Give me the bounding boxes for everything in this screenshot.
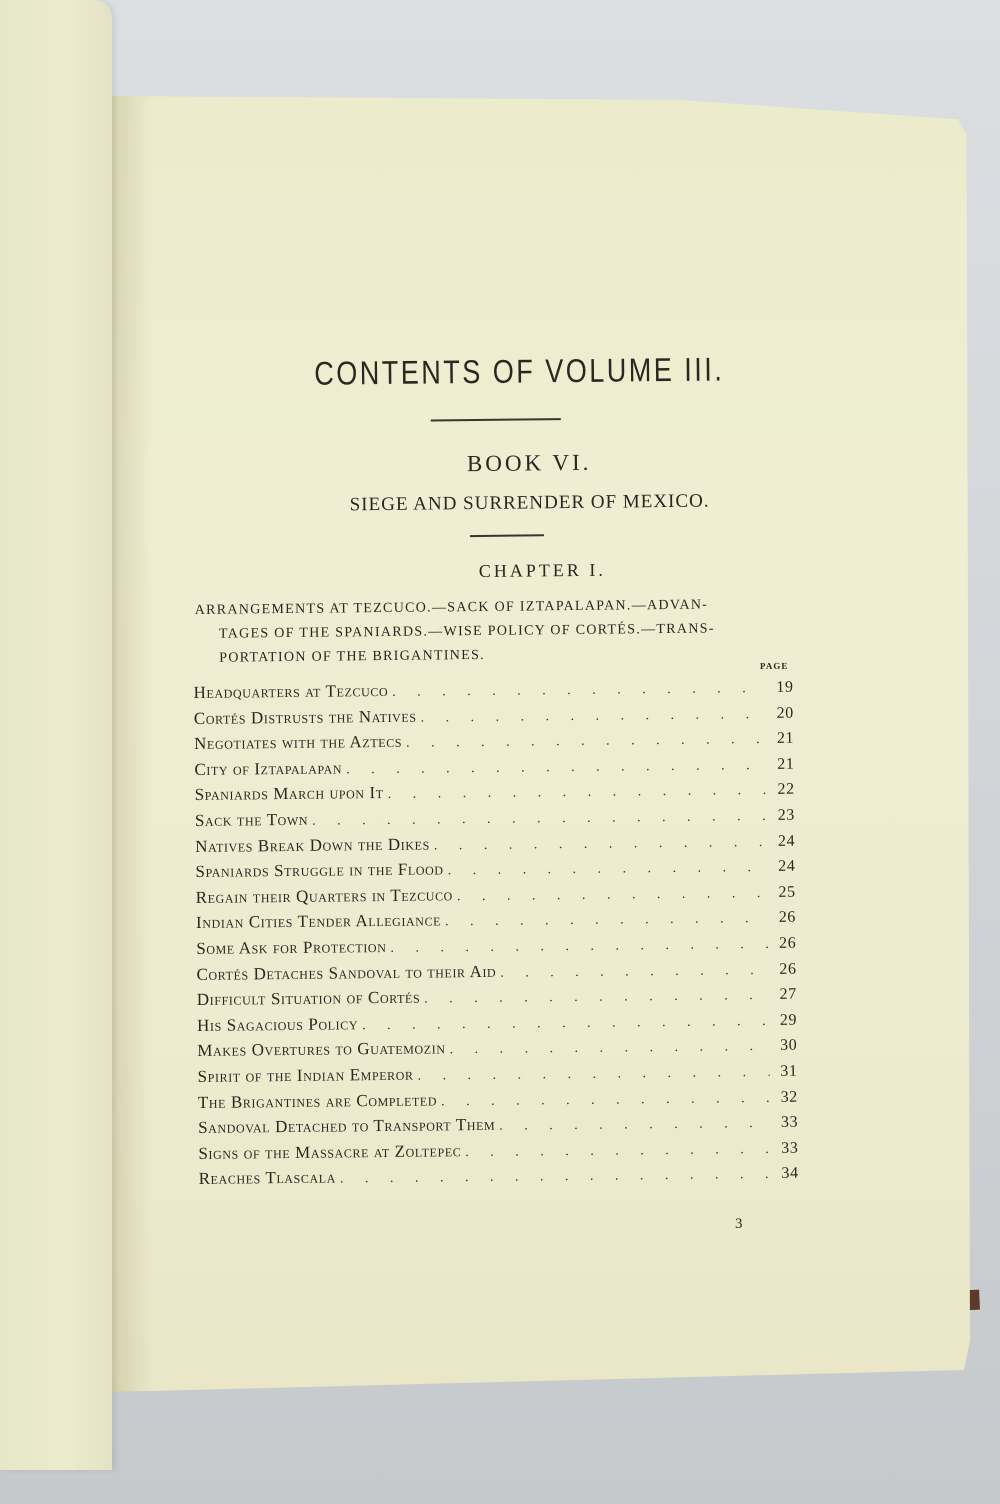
toc-entry-title: Spirit of the Indian Emperor [197,1064,414,1086]
toc-entry-page: 21 [777,755,795,773]
toc-entry-title: Headquarters at Tezcuco [193,680,389,702]
toc-entry-title: Makes Overtures to Guatemozin [197,1038,446,1061]
chapter-heading: CHAPTER I. [478,559,606,581]
toc-entry-title: City of Iztapalapan [194,758,343,779]
leader-dots [340,1167,771,1188]
leader-dots [465,1142,770,1161]
toc-entry-page: 29 [779,1011,798,1029]
toc-entry-page: 21 [776,729,795,748]
toc-entry-page: 33 [780,1113,799,1131]
toc-entry-title: Signs of the Massacre at Zoltepec [198,1140,462,1163]
page-column-label: PAGE [759,660,789,672]
toc-entry-page: 31 [780,1062,798,1080]
leader-dots [448,860,768,879]
toc-entry-page: 30 [780,1036,798,1055]
leader-dots [406,732,766,752]
toc-entry-page: 22 [777,781,795,799]
book-heading: BOOK VI. [466,449,592,477]
toc-entry-title: Reaches Tlascala [198,1167,337,1189]
toc-entry-page: 26 [778,934,797,952]
toc-entry-page: 27 [779,985,797,1003]
toc-entry-title: Natives Break Down the Dikes [195,834,430,856]
page-number: 3 [735,1216,743,1232]
leader-dots [312,809,767,830]
toc-entry-title: Sack the Town [194,809,309,830]
table-of-contents [193,677,798,1195]
leader-dots [441,1090,770,1109]
leader-dots [346,758,766,778]
page-title: CONTENTS OF VOLUME III. [314,350,725,392]
toc-entry-title: Some Ask for Protection [196,936,387,958]
toc-entry-page: 23 [777,806,795,824]
toc-entry-title: Sandoval Detached to Transport Them [198,1114,496,1138]
leader-dots [449,1039,769,1058]
leader-dots [500,963,768,982]
leader-dots [390,937,768,957]
toc-entry-title: Regain their Quarters in Tezcuco [195,885,453,907]
toc-entry-title: Difficult Situation of Cortés [196,987,421,1010]
summary-line: ARRANGEMENTS AT TEZCUCO.—SACK OF IZTAPALAPAN.—ADVAN- [194,597,709,618]
toc-entry-page: 26 [778,909,797,927]
toc-entry-page: 25 [778,883,796,901]
toc-entry-title: The Brigantines are Completed [197,1089,438,1112]
toc-entry-page: 24 [778,857,796,876]
chapter-summary [195,593,794,671]
leader-dots [434,835,768,854]
leader-dots [457,886,768,905]
gutter-shadow [112,96,152,1392]
toc-entry-page: 32 [780,1088,798,1106]
toc-entry-page: 20 [776,704,794,722]
leader-dots [499,1116,770,1135]
contents-page-body [190,343,839,1195]
toc-entry-title: Negotiates with the Aztecs [194,731,403,754]
toc-entry-page: 26 [779,960,797,978]
subtitle-divider [470,534,544,537]
toc-entry-page: 24 [777,832,796,850]
summary-line: TAGES OF THE SPANIARDS.—WISE POLICY OF CORTÉS.—TRANS- [218,621,715,642]
toc-entry-title: Cortés Detaches Sandoval to their Aid [196,961,497,984]
leader-dots [424,988,769,1008]
toc-entry-title: Spaniards March upon It [194,783,384,805]
toc-entry-page: 34 [781,1164,799,1183]
toc-entry-title: Indian Cities Tender Allegiance [195,910,442,933]
left-facing-page[interactable] [0,0,112,1470]
toc-entry-title: Spaniards Struggle in the Flood [195,859,444,882]
leader-dots [418,1065,770,1085]
toc-entry-page: 19 [776,678,794,696]
leader-dots [388,783,767,803]
leader-dots [362,1014,769,1034]
book-subtitle: SIEGE AND SURRENDER OF MEXICO. [349,490,710,516]
toc-entry-title: His Sagacious Policy [196,1013,359,1035]
leader-dots [445,911,768,930]
toc-entry-title: Cortés Distrusts the Natives [193,706,417,728]
toc-entry-page: 33 [781,1139,799,1157]
leader-dots [392,681,766,701]
leader-dots [421,707,766,727]
title-divider [431,418,561,421]
summary-line: PORTATION OF THE BRIGANTINES. [219,647,486,666]
